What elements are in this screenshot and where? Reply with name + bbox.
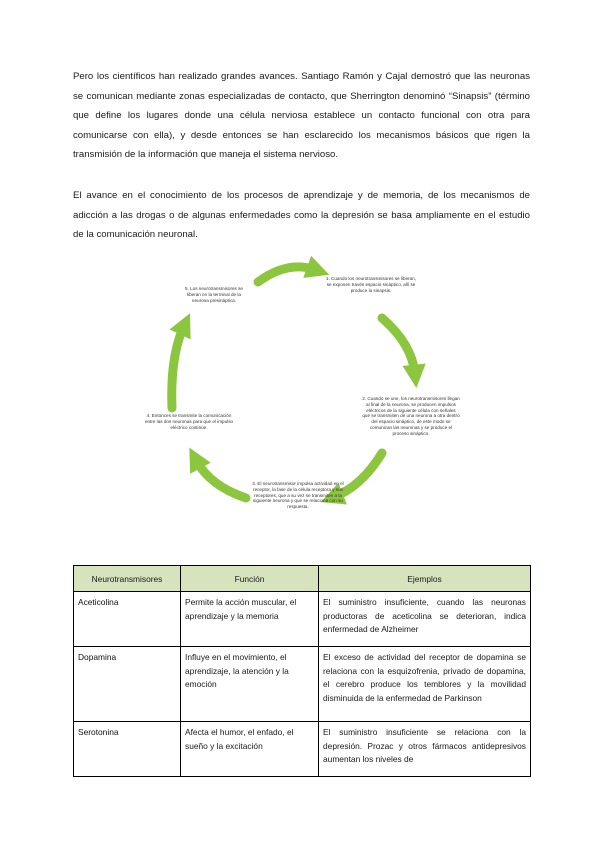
cycle-step-5: 5. Los neurotransmisores se liberan en la terminal de la neurona presináptica. [185,286,243,303]
cell-example: El suministro insuficiente, cuando las neuronas productoras de aceticolina se deterioran, indica enfermedad de Alzheimer [319,592,531,647]
cycle-step-1: 1. Cuando los neurotransmisores se liberan, se exponen través espacio sináptico, allí se produce la sinapsis. [325,276,417,293]
neurotransmitter-table [73,565,531,777]
cycle-step-2: 2. Cuando se une, los neurotransmisores llegan al final de la neurona, se producen impulsos eléctricos de la siguiente célula con señales que se transmiten de una neurona a otra dentro del espacio sináptico, de este modo se comunican las neuronas y se produce el proceso sináptico. [362,396,460,436]
cell-example-text: El suministro insuficiente se relaciona con la depresión. Prozac y otros fármacos antidepresivos aumentan los niveles de [323,727,526,764]
table-row [74,592,531,647]
synapse-cycle-diagram [60,248,540,548]
paragraph-neuronal-communication: El avance en el conocimiento de los procesos de aprendizaje y de memoria, de los mecanismos de adicción a las drogas o de algunas enfermedades como la depresión se basa ampliamente en el estudio de la comunicación neuronal. [73,190,530,240]
cell-name: Dopamina [74,647,181,722]
cell-name: Aceticolina [74,592,181,647]
cycle-arrow-1 [258,267,316,282]
header-neurotransmisores: Neurotransmisores [74,566,181,592]
cell-name: Serotonina [74,722,181,777]
paragraph-sinapsis: Pero los científicos han realizado grandes avances. Santiago Ramón y Cajal demostró que las neuronas se comunican mediante zonas especializadas de contacto, que Sherrington denominó “Sinapsis” (término que define los lugares donde una célula nerviosa establece un contacto funcional con otra para comunicarse con ella), y desde entonces se han esclarecido los mecanismos básicos que rigen la transmisión de la información que maneja el sistema nervioso. [73,71,530,160]
cell-function: Afecta el humor, el enfado, el sueño y la excitación [181,722,319,777]
cell-function: Influye en el movimiento, el aprendizaje, la atención y la emoción [181,647,319,722]
cycle-arrow-4 [196,460,246,498]
table-header-row [74,566,531,592]
cell-function: Permite la acción muscular, el aprendizaje y la memoria [181,592,319,647]
header-funcion: Función [181,566,319,592]
table-row [74,647,531,722]
cell-example: El exceso de actividad del receptor de dopamina se relaciona con la esquizofrenia, privado de dopamina, el cerebro produce los temblores y la movilidad disminuida de la enfermedad de Parkinson [319,647,531,722]
cycle-arrow-5 [172,326,184,408]
header-ejemplos: Ejemplos [319,566,531,592]
cell-example [319,722,531,777]
cycle-step-3: 3. El neurotransmisor impulsa actividad en el receptor, la fase de la célula receptora y sus receptores, que a su vez se transmiten a la siguiente neurona y que se relaciona con su respuesta. [252,481,344,510]
cycle-step-4: 4. Entonces se transmite la comunicación entre las dos neuronas para que el impulso eléctrico continúe. [144,413,234,430]
cycle-arrow-2 [382,318,415,374]
table-row [74,722,531,777]
